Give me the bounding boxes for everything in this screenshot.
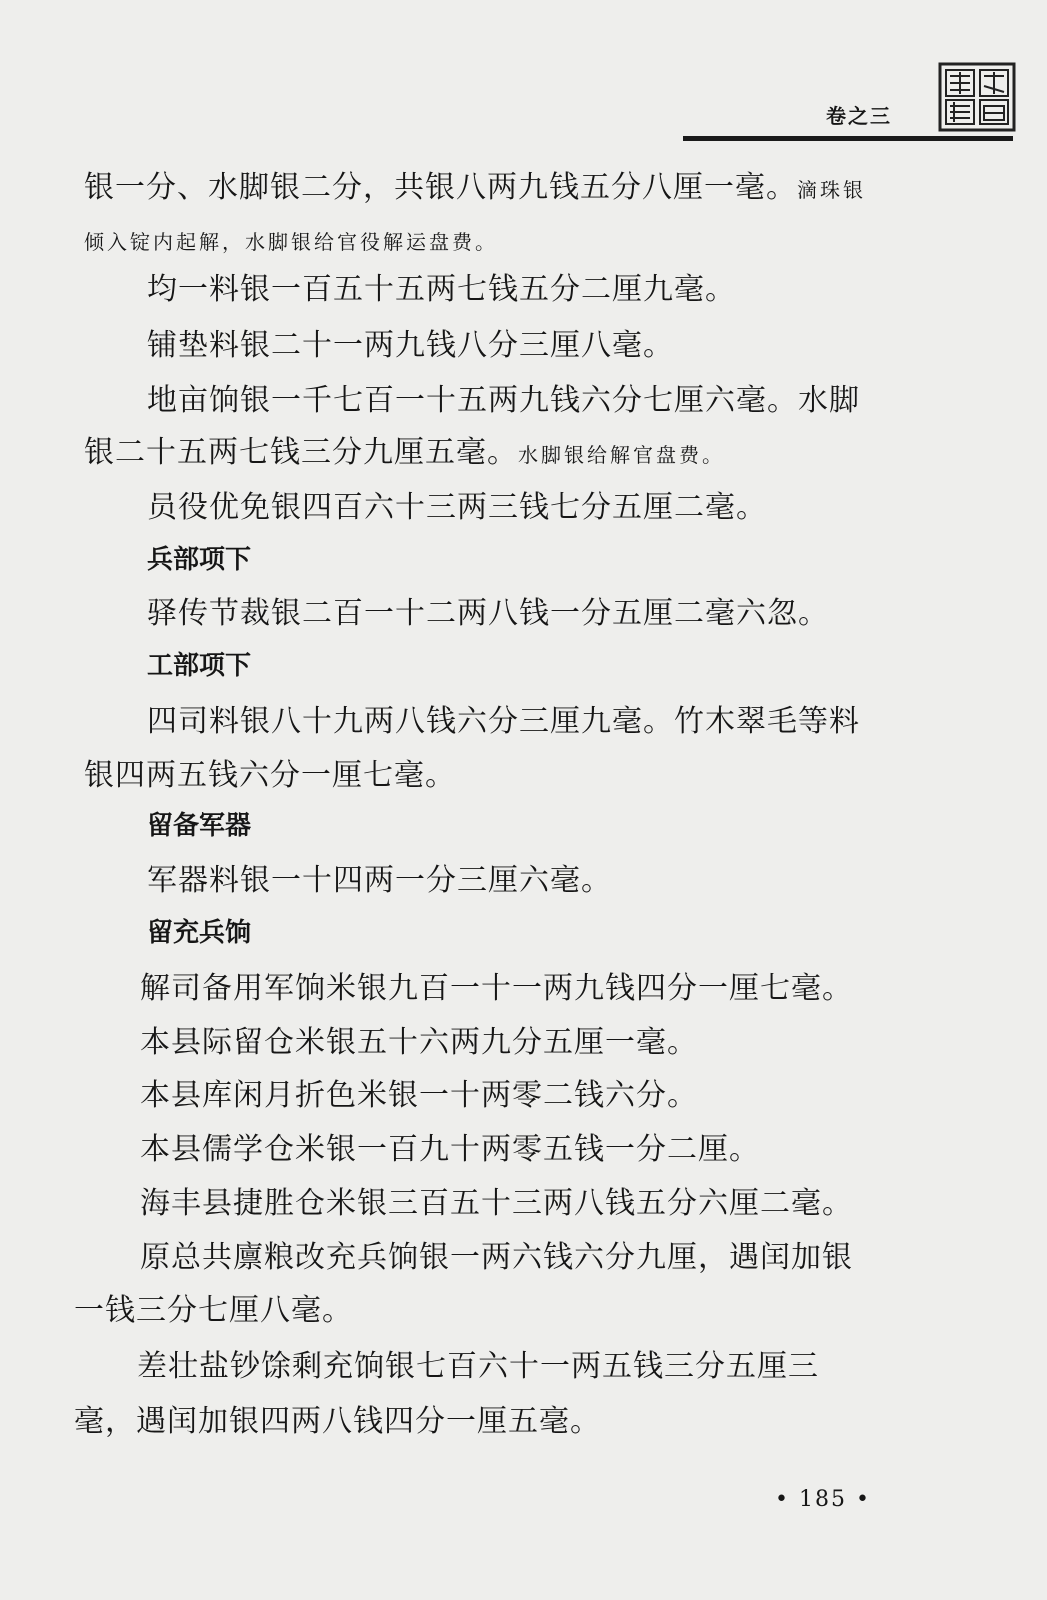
text-line-9: 四司料银八十九两八钱六分三厘九毫。竹木翠毛等料 (147, 704, 860, 739)
page-number: • 185 • (775, 1487, 871, 1512)
text-line-4: 铺垫料银二十一两九钱八分三厘八毫。 (147, 328, 674, 363)
seal-stamp (938, 62, 1016, 132)
text-line-16: 海丰县捷胜仓米银三百五十三两八钱五分六厘二毫。 (140, 1186, 853, 1221)
text-line-8: 驿传节裁银二百一十二两八钱一分五厘二毫六忽。 (147, 596, 829, 631)
text-span: 银一分、水脚银二分，共银八两九钱五分八厘一毫。 (84, 170, 797, 205)
text-line-6 (84, 433, 725, 475)
chapter-title: 卷之三 (826, 104, 892, 128)
text-line-7: 员役优免银四百六十三两三钱七分五厘二毫。 (147, 490, 767, 525)
section-heading-bingbu: 兵部项下 (147, 545, 252, 575)
text-line-14: 本县库闲月折色米银一十两零二钱六分。 (140, 1078, 698, 1113)
section-heading-gongbu: 工部项下 (147, 651, 252, 681)
text-line-3: 均一料银一百五十五两七钱五分二厘九毫。 (147, 272, 736, 307)
section-heading-junqi: 留备军器 (147, 811, 252, 841)
annotation-note: 滴珠银 (797, 178, 866, 202)
text-line-19: 差壮盐钞馀剩充饷银七百六十一两五钱三分五厘三 (137, 1349, 819, 1384)
annotation-note: 倾入锭内起解，水脚银给官役解运盘费。 (84, 230, 498, 254)
text-line-17: 原总共廪粮改充兵饷银一两六钱六分九厘，遇闰加银 (140, 1240, 853, 1275)
text-line-13: 本县际留仓米银五十六两九分五厘一毫。 (140, 1025, 698, 1060)
annotation-note: 水脚银给解官盘费。 (518, 443, 725, 467)
text-line-2 (84, 220, 498, 262)
text-span: 银二十五两七钱三分九厘五毫。 (84, 435, 518, 470)
text-line-5: 地亩饷银一千七百一十五两九钱六分七厘六毫。水脚 (147, 383, 860, 418)
text-line-12: 解司备用军饷米银九百一十一两九钱四分一厘七毫。 (140, 971, 853, 1006)
text-line-20: 毫，遇闰加银四两八钱四分一厘五毫。 (74, 1404, 601, 1439)
header-rule (683, 136, 1013, 141)
text-line-15: 本县儒学仓米银一百九十两零五钱一分二厘。 (140, 1132, 760, 1167)
section-heading-bingxiang: 留充兵饷 (147, 918, 252, 948)
text-line-1 (84, 168, 866, 210)
text-line-10: 银四两五钱六分一厘七毫。 (84, 758, 456, 793)
text-line-11: 军器料银一十四两一分三厘六毫。 (147, 863, 612, 898)
text-line-18: 一钱三分七厘八毫。 (74, 1293, 353, 1328)
